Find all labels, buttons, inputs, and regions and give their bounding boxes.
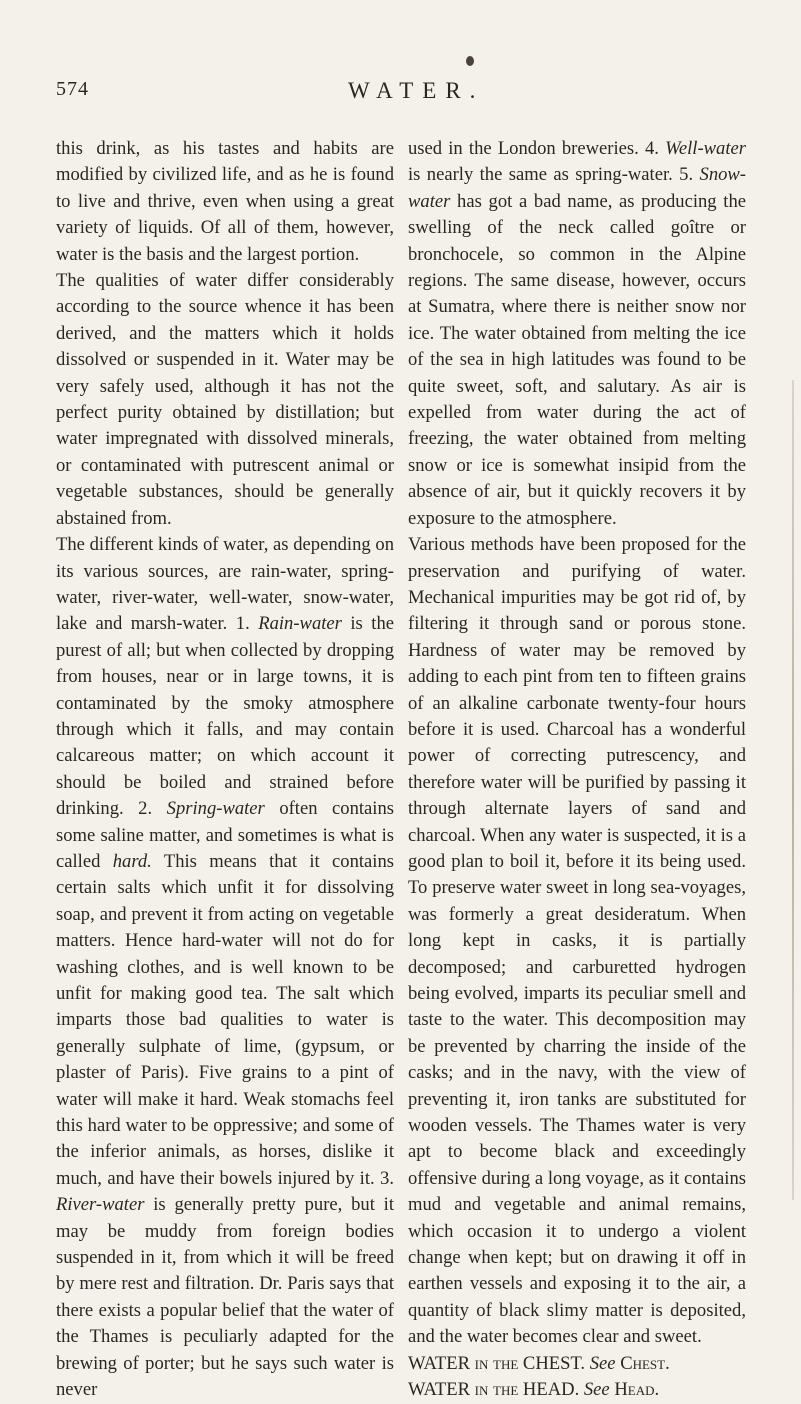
- paragraph-purifying: Various methods have been proposed for the preservation and purifying of water. Mechanical impurities may be got rid of, by filtering it through sand or porous stone. Hardness of water may be removed by adding to each pint from ten to fifteen grains of an alkaline carbonate twenty-four hours before it is used. Charcoal has a wonderful power of correcting putrescency, and therefore water will be purified by passing it through alternate layers of sand and charcoal. When any water is suspected, it is a good plan to boil it, before it its being used. To preserve water sweet in long sea-voyages, was formerly a great desideratum. When long kept in casks, it is partially decomposed; and carburetted hydrogen being evolved, imparts its peculiar smell and taste to the water. This decomposition may be prevented by charring the inside of the casks; and in the navy, with the view of preventing it, iron tanks are substituted for wooden vessels. The Thames water is very apt to become black and exceedingly offensive during a long voyage, as it contains mud and vegetable and animal remains, which occasion it to undergo a violent change when kept; but on drawing it off in earthen vessels and exposing it to the air, a quantity of black slimy matter is deposited, and the water becomes clear and sweet.: [408, 534, 746, 1348]
- cross-reference-head: WATER in the HEAD. See Head.: [408, 1379, 660, 1401]
- left-column: [56, 136, 394, 1404]
- page-edge-shadow: [792, 380, 794, 1200]
- paragraph-continuation: this drink, as his tastes and habits are modified by civilized life, and as he is found to live and thrive, even when using a great variety of liquids. Of all of them, however, water is the basis and the largest portion.: [56, 138, 394, 265]
- term-rain-water: Rain-water: [258, 613, 342, 635]
- paragraph-qualities: The qualities of water differ considerably according to the source whence it has been derived, and the matters which it holds dissolved or suspended in it. Water may be very safely used, although it has not the perfect purity obtained by distillation; but water impregnated with dissolved minerals, or contaminated with putrescent animal or vegetable substances, should be generally abstained from.: [56, 270, 394, 529]
- page-header: [56, 78, 756, 118]
- term-well-water: Well-water: [665, 138, 746, 159]
- page-number: 574: [56, 78, 89, 100]
- term-spring-water: Spring-water: [166, 798, 265, 820]
- printer-mark-icon: [466, 56, 474, 66]
- cross-reference-chest: WATER in the CHEST. See Chest.: [408, 1352, 670, 1374]
- term-snow-water: Snow-water: [408, 164, 746, 212]
- paragraph-well-snow: used in the London breweries. 4. Well-water is nearly the same as spring-water. 5. Snow-water has got a bad name, as producing the swelling of the neck called goître or bronchocele, so common in the Alpine regions. The same disease, however, occurs at Sumatra, where there is neither snow nor ice. The water obtained from melting the ice of the sea in high latitudes was found to be quite sweet, soft, and salutary. As air is expelled from water during the act of freezing, the water obtained from melting snow or ice is somewhat insipid from the absence of air, but it quickly recovers it by exposure to the atmosphere.: [408, 138, 746, 529]
- term-hard: hard.: [112, 850, 152, 872]
- paragraph-kinds: The different kinds of water, as depending on its various sources, are rain-water, spring-water, river-water, well-water, snow-water, lake and marsh-water. 1. Rain-water is the purest of all; but when collected by dropping from houses, near or in large towns, it is contaminated by the smoky atmosphere through which it falls, and may contain calcareous matter; on which account it should be boiled and strained before drinking. 2. Spring-water often contains some saline matter, and sometimes is what is called hard. This means that it contains certain salts which unfit it for dissolving soap, and prevent it from acting on vegetable matters. Hence hard-water will not do for washing clothes, and is well known to be unfit for making good tea. The salt which imparts those bad qualities to water is generally sulphate of lime, (gypsum, or plaster of Paris). Five grains to a pint of water will make it hard. Weak stomachs feel this hard water to be oppressive; and some of the inferior animals, as horses, dislike it much, and have their bowels injured by it. 3. River-water is generally pretty pure, but it may be muddy from foreign bodies suspended in it, from which it will be freed by mere rest and filtration. Dr. Paris says that there exists a popular belief that the water of the Thames is peculiarly adapted for the brewing of porter; but he says such water is never: [56, 534, 395, 1401]
- right-column: [408, 136, 746, 1404]
- term-river-water: River-water: [56, 1194, 145, 1216]
- running-head: WATER.: [348, 78, 485, 103]
